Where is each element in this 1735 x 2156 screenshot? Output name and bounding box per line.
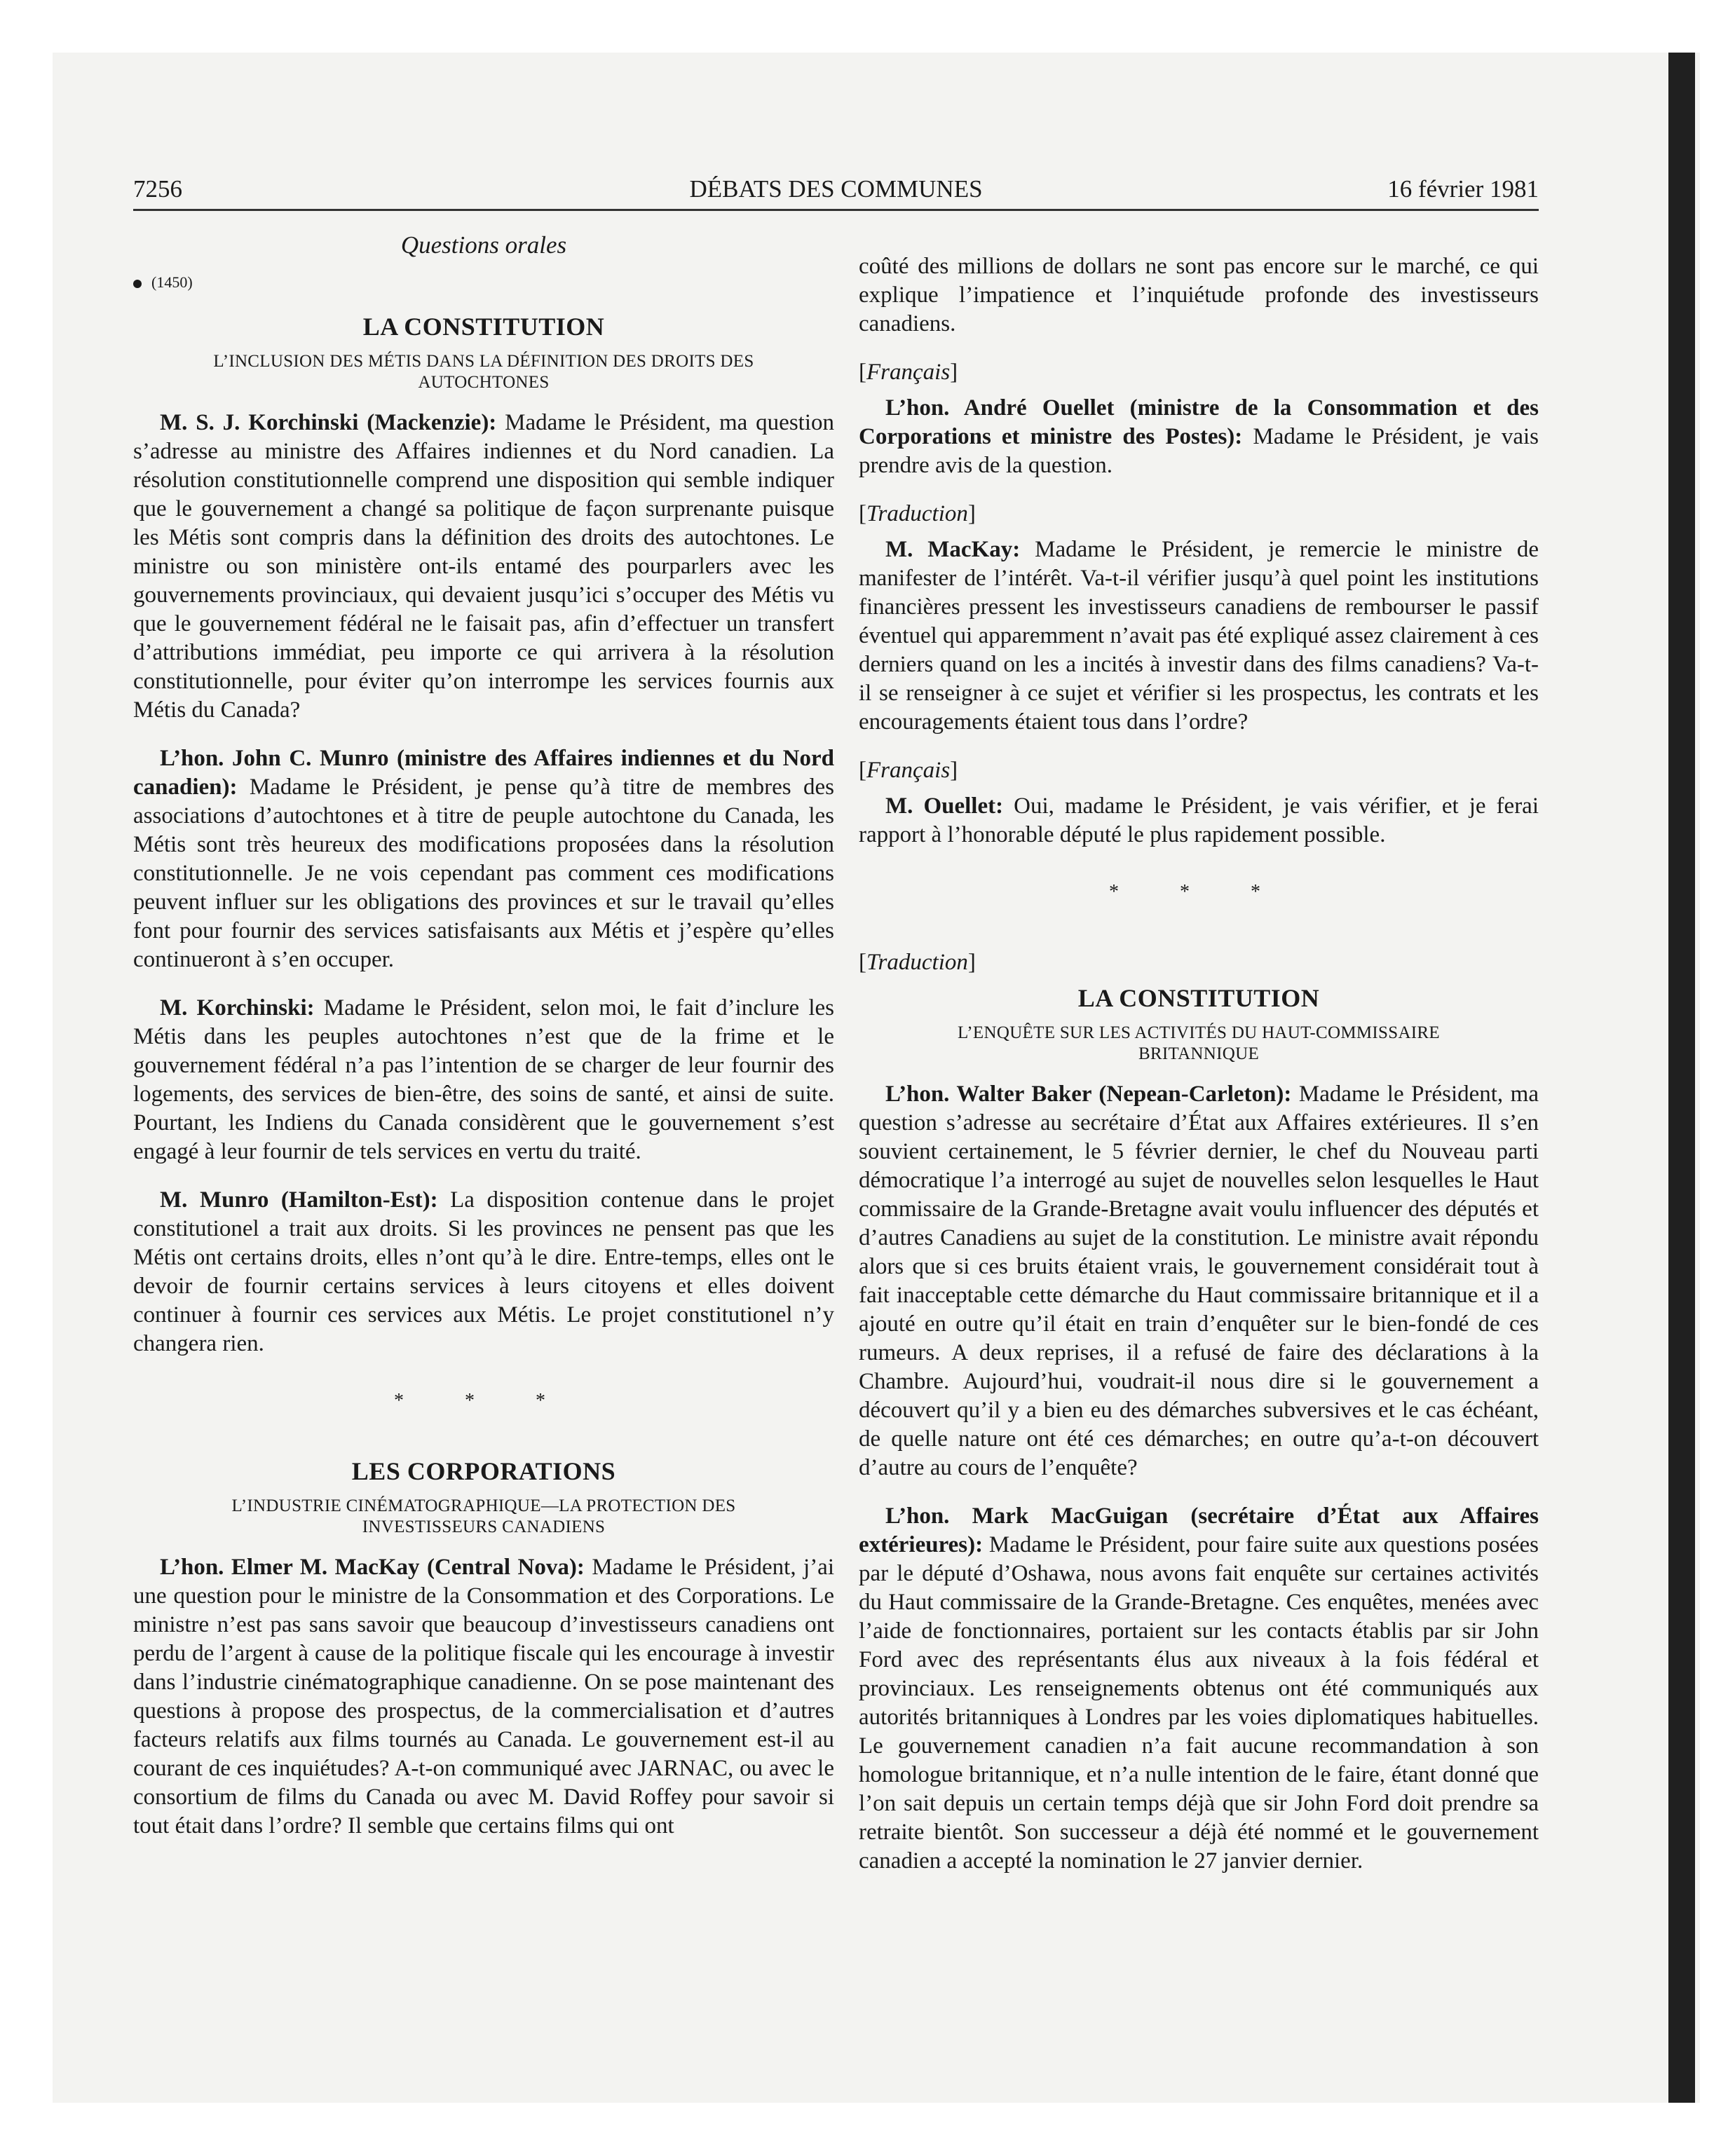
publication-title: DÉBATS DES COMMUNES	[689, 175, 983, 203]
speech-text: Madame le Président, j’ai une question pour le ministre de la Consommation et des Corporations. Le ministre n’est pas sans savoir que beaucoup d’investisseurs canadiens ont perdu de l’argent à cause de la politique fiscale qui les encourage à investir dans l’industrie cinématographique canadienne. On se pose maintenant des questions à propose des prospectus, de la commercialisation et d’autres facteurs relatifs aux films tournés au Canada. Le gouvernement est-il au courant de ces inquiétudes? A-t-on communiqué avec JARNAC, ou avec le consortium de films du Canada ou avec M. David Roffey pour savoir si tout était dans l’ordre? Il semble que certains films qui ont	[133, 1555, 835, 1838]
speech-text: Madame le Président, ma question s’adresse au secrétaire d’État aux Affaires extérieures. Il s’en souvient certainement, le 5 février dernier, le chef du Nouveau parti démocratique l’a interrogé au sujet de nouvelles selon lesquelles le Haut commissaire de la Grande-Bretagne avait voulu influencer des députés et d’autres Canadiens au sujet de la constitution. Le ministre avait répondu alors que si ces bruits étaient vrais, le gouvernement considérait tout à fait inacceptable cette démarche du Haut commissaire britannique et il a ajouté en outre qu’il était en train d’enquêter sur le bien-fondé de ces rumeurs. A deux reprises, il a refusé de faire des déclarations à la Chambre. Aujourd’hui, voudrait-il nous dire si le gouvernement a découvert qu’il y a bien eu des démarches subversives et le cas échéant, de quelle nature ont été ces démarches; en outre qu’a-t-on découvert d’autre au cours de l’enquête?	[859, 1082, 1539, 1480]
section-heading: LES CORPORATIONS	[351, 1457, 616, 1485]
section-divider-stars: * * *	[1109, 881, 1288, 903]
speech-paragraph	[859, 394, 1539, 480]
bullet-icon	[133, 280, 142, 288]
section-heading: LA CONSTITUTION	[362, 313, 605, 341]
language-label: Traduction	[866, 950, 968, 975]
speech-paragraph	[859, 1502, 1539, 1876]
section-subheading: L’ENQUÊTE SUR LES ACTIVITÉS DU HAUT-COMMISSAIRE BRITANNIQUE	[958, 1023, 1440, 1063]
left-column	[133, 308, 834, 1860]
language-marker: [Traduction]	[859, 501, 976, 526]
timestamp-text: (1450)	[151, 273, 193, 291]
section-divider-stars: * * *	[394, 1390, 573, 1412]
right-column	[859, 252, 1539, 1895]
speech-text: Madame le Président, je pense qu’à titre de membres des associations d’autochtones et à titre de peuple autochtone du Canada, les Métis sont très heureux des modifications proposées dans la résolution constitutionnelle. Je ne vois cependant pas comment ces modifications peuvent influer sur les obligations des provinces et sur le travail qu’elles font pour fournir des services satisfaisants aux Métis et j’espère qu’elles continueront à s’en occuper.	[133, 775, 834, 972]
speech-text: Madame le Président, je remercie le ministre de manifester de l’intérêt. Va-t-il vérifier jusqu’à quel point les institutions financières pressent les investisseurs canadiens de rembourser le passif éventuel qui apparemment n’avait pas été expliqué assez clairement à ces derniers quand on les a incités à investir dans des films canadiens? Va-t-il se renseigner à ce sujet et vérifier si les prospectus, les contrats et les encouragements étaient tous dans l’ordre?	[859, 537, 1539, 735]
speaker-name: M. S. J. Korchinski (Mackenzie):	[160, 410, 497, 435]
speaker-name: L’hon. John C. Munro (ministre des Affaires indiennes et du Nord canadien):	[133, 746, 834, 800]
speech-text: Madame le Président, ma question s’adresse au ministre des Affaires indiennes et du Nord canadien. La résolution constitutionnelle comprend une disposition qui semble indiquer que le gouvernement a changé sa politique de façon surprenante puisque les Métis sont compris dans la définition des droits des autochtones. Le ministre ou son ministère ont-ils entamé des pourparlers avec les gouvernements provinciaux, qui devaient jusqu’ici s’occuper des Métis vu que le gouvernement fédéral ne le faisait pas, afin d’effectuer un transfert d’attributions immédiat, peu importe ce qui arrivera à la résolution constitutionnelle, pour éviter qu’on interrompe les services fournis aux Métis du Canada?	[133, 410, 834, 723]
speech-text: Madame le Président, pour faire suite aux questions posées par le député d’Oshawa, nous avons fait enquête sur certaines activités du Haut commissaire de la Grande-Bretagne. Ces enquêtes, menées avec l’aide de fonctionnaires, portaient sur les contacts établis par sir John Ford avec des représentants élus aux niveaux à la fois fédéral et provinciaux. Les renseignements obtenus ont été communiqués aux autorités britanniques à Londres par les voies diplomatiques habituelles. Le gouvernement canadien n’a fait aucune recommandation à son homologue britannique, et n’a nulle intention de le faire, étant donné que l’on sait depuis un certain temps déjà que sir John Ford doit prendre sa retraite bientôt. Son successeur a déjà été nommé et le gouvernement canadien a accepté la nomination le 27 janvier dernier.	[859, 1532, 1539, 1874]
scan-edge-bar	[1668, 53, 1695, 2103]
speaker-name: M. MacKay:	[885, 537, 1021, 562]
timestamp-marker	[133, 273, 193, 292]
speaker-name: L’hon. Mark MacGuigan (secrétaire d’État aux Affaires extérieures):	[859, 1503, 1539, 1557]
section-label: Questions orales	[400, 231, 567, 259]
header-rule	[133, 209, 1539, 211]
speech-paragraph	[133, 409, 834, 725]
section-heading: LA CONSTITUTION	[1077, 984, 1320, 1012]
language-label: Français	[866, 360, 951, 385]
publication-date: 16 février 1981	[1387, 175, 1539, 203]
speech-text: Madame le Président, je vais prendre avis de la question.	[859, 424, 1539, 478]
speech-paragraph	[133, 1553, 834, 1841]
language-marker: [Français]	[859, 360, 958, 385]
language-label: Français	[866, 758, 951, 783]
section-subheading: L’INDUSTRIE CINÉMATOGRAPHIQUE—LA PROTECTION DES INVESTISSEURS CANADIENS	[231, 1496, 736, 1536]
page-number: 7256	[133, 175, 182, 203]
language-marker: [Français]	[859, 758, 958, 783]
speech-paragraph	[859, 1080, 1539, 1482]
speech-text: Madame le Président, selon moi, le fait d’inclure les Métis dans les peuples autochtones n’est que de la frime et le gouvernement fédéral n’a pas l’intention de se charger de leur fournir des logements, des services de bien-être, des soins de santé, et ainsi de suite. Pourtant, les Indiens du Canada considèrent que le gouvernement s’est engagé à leur fournir de tels services en vertu du traité.	[133, 995, 834, 1164]
speech-text: coûté des millions de dollars ne sont pas encore sur le marché, ce qui explique l’impatience et l’inquiétude profonde des investisseurs canadiens.	[859, 254, 1539, 336]
speech-text: La disposition contenue dans le projet constitutionel a trait aux droits. Si les provinces ne pensent pas que les Métis ont certains droits, elles n’ont qu’à le dire. Entre-temps, elles ont le devoir de fournir certains services à leurs citoyens et elles doivent continuer à fournir ces services aux Métis. Le projet constitutionel n’y changera rien.	[133, 1187, 834, 1356]
speaker-name: M. Ouellet:	[885, 793, 1004, 819]
speech-paragraph	[133, 994, 834, 1166]
speech-paragraph	[133, 1186, 834, 1358]
speaker-name: L’hon. André Ouellet (ministre de la Consommation et des Corporations et ministre des Postes):	[859, 395, 1539, 449]
speaker-name: M. Munro (Hamilton-Est):	[160, 1187, 438, 1213]
language-marker: [Traduction]	[859, 950, 976, 975]
language-label: Traduction	[866, 501, 968, 526]
speech-paragraph	[133, 744, 834, 974]
speech-paragraph	[859, 252, 1539, 339]
speaker-name: L’hon. Walter Baker (Nepean-Carleton):	[885, 1082, 1292, 1107]
speech-text: Oui, madame le Président, je vais vérifier, et je ferai rapport à l’honorable député le plus rapidement possible.	[859, 793, 1539, 847]
speaker-name: M. Korchinski:	[160, 995, 315, 1021]
speech-paragraph	[859, 792, 1539, 850]
section-subheading: L’INCLUSION DES MÉTIS DANS LA DÉFINITION DES DROITS DES AUTOCHTONES	[213, 352, 754, 392]
speech-paragraph	[859, 535, 1539, 737]
speaker-name: L’hon. Elmer M. MacKay (Central Nova):	[160, 1555, 585, 1580]
